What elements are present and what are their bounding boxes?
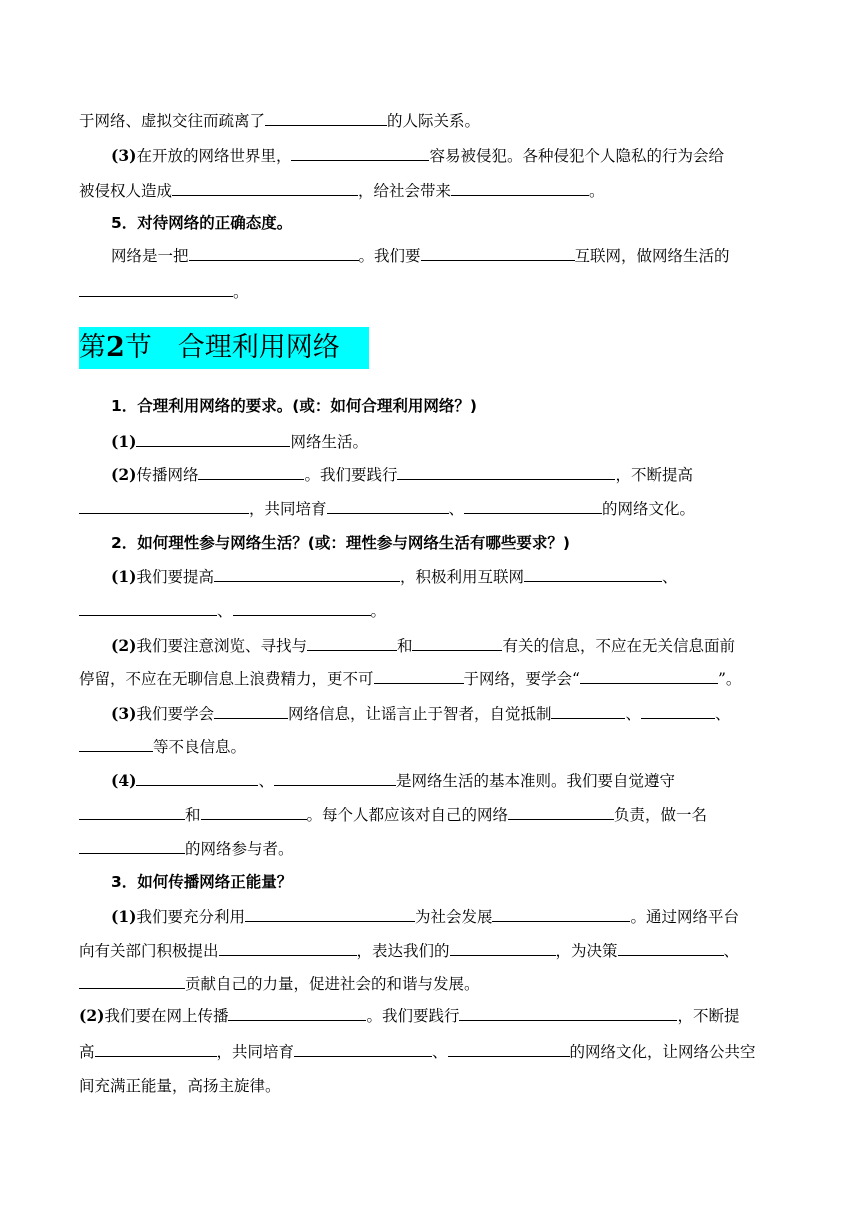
line-text: 。我们要践行 xyxy=(304,466,398,484)
fill-blank[interactable] xyxy=(508,805,614,820)
item-number: (3) xyxy=(111,146,137,165)
fill-blank[interactable] xyxy=(79,805,185,820)
line-text: 。每个人都应该对自己的网络 xyxy=(306,806,509,824)
fill-blank[interactable] xyxy=(374,669,464,684)
fill-blank[interactable] xyxy=(524,567,662,582)
line-text: 、 xyxy=(723,942,740,960)
fill-blank[interactable] xyxy=(189,246,359,261)
line-text: 、 xyxy=(715,705,731,723)
line-text: 我们要在网上传播 xyxy=(104,1007,229,1025)
fill-blank[interactable] xyxy=(274,771,396,786)
line-text: ，不断提 xyxy=(677,1007,740,1025)
line-text: 网络是一把 xyxy=(111,247,189,265)
line-text: ，共同培育 xyxy=(249,500,327,518)
line-text: 网络生活。 xyxy=(290,433,368,451)
line-text: 。通过网络平台 xyxy=(630,908,739,926)
line-text: 。 xyxy=(370,602,387,620)
fill-blank[interactable] xyxy=(79,499,249,514)
fill-blank[interactable] xyxy=(198,465,304,480)
question-title: 2．如何理性参与网络生活？(或：理性参与网络生活有哪些要求？) xyxy=(111,534,570,552)
line-text: 于网络，要学会“ xyxy=(463,670,580,688)
line-text: ，不断提高 xyxy=(615,466,693,484)
fill-blank[interactable] xyxy=(580,669,718,684)
line-text: 我们要注意浏览、寻找与 xyxy=(136,637,307,655)
line-text: 我们要提高 xyxy=(136,568,214,586)
line-text: ，共同培育 xyxy=(216,1043,295,1061)
line-text: 于网络、虚拟交往而疏离了 xyxy=(79,112,266,130)
line-text: 、 xyxy=(448,500,465,518)
text-line xyxy=(79,499,695,519)
line-text: 容易被侵犯。各种侵犯个人隐私的行为会给 xyxy=(429,147,724,165)
fill-blank[interactable] xyxy=(201,805,307,820)
fill-blank[interactable] xyxy=(228,1006,366,1021)
line-text: 等不良信息。 xyxy=(153,738,247,756)
fill-blank[interactable] xyxy=(95,1042,217,1057)
text-line xyxy=(79,737,246,757)
fill-blank[interactable] xyxy=(79,737,153,752)
line-text: 网络信息，让谣言止于智者，自觉抵制 xyxy=(287,705,552,723)
text-line xyxy=(111,465,693,485)
line-text: 和 xyxy=(396,637,413,655)
text-line xyxy=(111,567,678,587)
line-text: 。 xyxy=(233,283,249,301)
line-text: ”。 xyxy=(717,670,742,688)
section-title: 合理利用网络 xyxy=(177,332,340,363)
fill-blank[interactable] xyxy=(618,941,724,956)
line-text: 间充满正能量，高扬主旋律。 xyxy=(79,1077,281,1095)
fill-blank[interactable] xyxy=(136,432,290,447)
fill-blank[interactable] xyxy=(291,146,429,161)
line-text: ，表达我们的 xyxy=(356,942,450,960)
fill-blank[interactable] xyxy=(397,465,615,480)
fill-blank[interactable] xyxy=(79,839,185,854)
text-line xyxy=(79,1042,756,1062)
text-line xyxy=(79,839,294,859)
line-text: 我们要充分利用 xyxy=(136,908,245,926)
fill-blank[interactable] xyxy=(327,499,449,514)
line-text: 和 xyxy=(185,806,201,824)
fill-blank[interactable] xyxy=(79,974,185,989)
line-text: 的网络文化，让网络公共空 xyxy=(569,1043,756,1061)
fill-blank[interactable] xyxy=(233,601,371,616)
fill-blank[interactable] xyxy=(214,567,400,582)
item-number: (1) xyxy=(111,907,137,926)
section-suffix: 节 xyxy=(124,332,152,363)
text-line xyxy=(79,669,741,689)
fill-blank[interactable] xyxy=(245,907,415,922)
text-line xyxy=(79,1076,281,1096)
text-line xyxy=(79,1006,740,1026)
text-line xyxy=(111,432,368,452)
text-line xyxy=(111,704,731,724)
text-line xyxy=(79,181,605,201)
fill-blank[interactable] xyxy=(412,636,502,651)
fill-blank[interactable] xyxy=(79,601,217,616)
fill-blank[interactable] xyxy=(448,1042,570,1057)
question-title: 3．如何传播网络正能量？ xyxy=(111,873,293,891)
text-line xyxy=(111,146,724,166)
line-text: 、 xyxy=(258,772,274,790)
fill-blank[interactable] xyxy=(551,704,625,719)
item-number: (3) xyxy=(111,704,137,723)
text-line xyxy=(111,246,730,266)
line-text: 、 xyxy=(661,568,678,586)
fill-blank[interactable] xyxy=(172,181,358,196)
line-text: 为社会发展 xyxy=(414,908,493,926)
line-text: 的网络文化。 xyxy=(602,500,696,518)
section-heading xyxy=(79,327,369,369)
text-line xyxy=(79,805,707,825)
line-text: 负责，做一名 xyxy=(614,806,708,824)
line-text: 有关的信息，不应在无关信息面前 xyxy=(502,637,735,655)
fill-blank[interactable] xyxy=(450,941,556,956)
fill-blank[interactable] xyxy=(219,941,357,956)
line-text: 。 xyxy=(589,182,605,200)
line-text: 我们要学会 xyxy=(136,705,214,723)
fill-blank[interactable] xyxy=(459,1006,677,1021)
line-text: ，为决策 xyxy=(555,942,618,960)
fill-blank[interactable] xyxy=(464,499,602,514)
line-text: 传播网络 xyxy=(136,466,199,484)
text-line xyxy=(111,907,739,927)
fill-blank[interactable] xyxy=(136,771,258,786)
fill-blank[interactable] xyxy=(294,1042,432,1057)
fill-blank[interactable] xyxy=(307,636,397,651)
line-text: 互联网，做网络生活的 xyxy=(574,247,730,265)
question-title: 5．对待网络的正确态度。 xyxy=(111,214,293,232)
line-text: 的人际关系。 xyxy=(387,112,481,130)
fill-blank[interactable] xyxy=(451,181,589,196)
fill-blank[interactable] xyxy=(214,704,288,719)
item-number: (1) xyxy=(111,432,137,451)
line-text: 是网络生活的基本准则。我们要自觉遵守 xyxy=(395,772,675,790)
item-number: (2) xyxy=(111,465,137,484)
item-number: (2) xyxy=(79,1006,105,1025)
fill-blank[interactable] xyxy=(421,246,575,261)
line-text: 、 xyxy=(217,602,233,620)
question-title: 1．合理利用网络的要求。(或：如何合理利用网络？) xyxy=(111,397,477,415)
text-line xyxy=(79,601,386,621)
text-line xyxy=(79,941,739,961)
text-line xyxy=(79,111,480,131)
fill-blank[interactable] xyxy=(492,907,630,922)
section-prefix: 第 xyxy=(79,332,106,363)
text-line xyxy=(79,974,480,994)
section-number: 2 xyxy=(106,332,125,363)
text-line xyxy=(79,282,249,302)
line-text: ，积极利用互联网 xyxy=(399,568,524,586)
text-line xyxy=(111,771,675,791)
line-text: 停留，不应在无聊信息上浪费精力，更不可 xyxy=(79,670,374,688)
line-text: 贡献自己的力量，促进社会的和谐与发展。 xyxy=(185,975,480,993)
line-text: 在开放的网络世界里， xyxy=(136,147,292,165)
fill-blank[interactable] xyxy=(265,111,387,126)
line-text: 。我们要践行 xyxy=(366,1007,460,1025)
line-text: 、 xyxy=(625,705,641,723)
fill-blank[interactable] xyxy=(79,282,233,297)
line-text: 被侵权人造成 xyxy=(79,182,173,200)
line-text: 。我们要 xyxy=(358,247,421,265)
text-line xyxy=(111,636,735,656)
item-number: (2) xyxy=(111,636,137,655)
line-text: 、 xyxy=(432,1043,448,1061)
line-text: 高 xyxy=(79,1043,95,1061)
line-text: ，给社会带来 xyxy=(358,182,452,200)
item-number: (1) xyxy=(111,567,137,586)
line-text: 向有关部门积极提出 xyxy=(79,942,219,960)
line-text: 的网络参与者。 xyxy=(185,840,294,858)
item-number: (4) xyxy=(111,771,137,790)
fill-blank[interactable] xyxy=(641,704,715,719)
